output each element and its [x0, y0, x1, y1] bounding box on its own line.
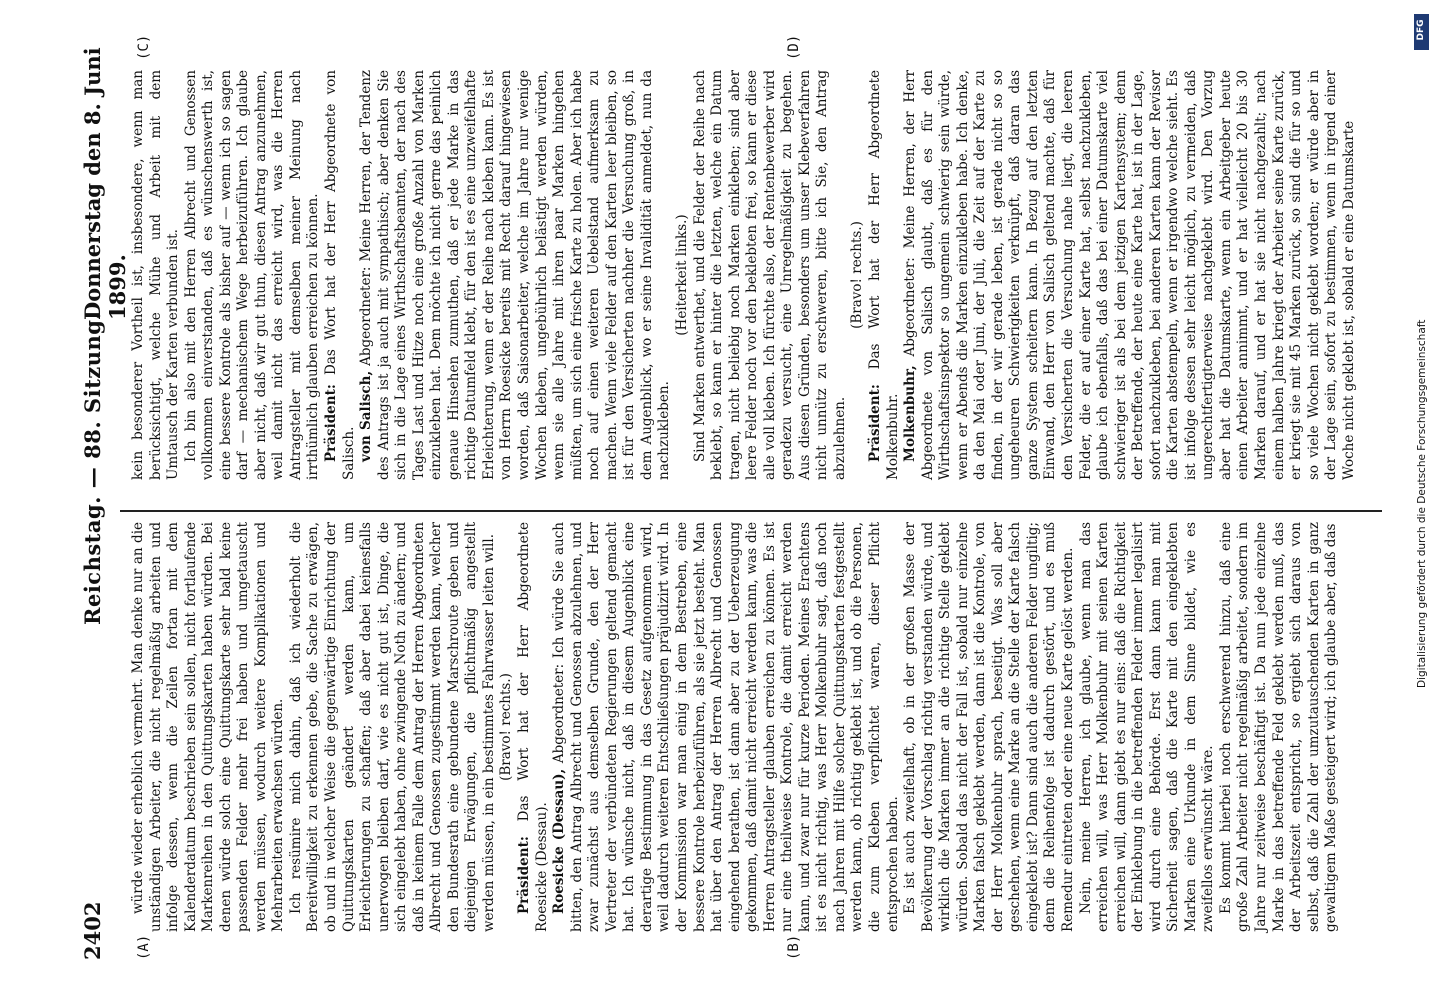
right-text-column	[130, 70, 1358, 480]
paragraph	[498, 522, 516, 932]
paragraph	[692, 70, 850, 480]
paragraph	[130, 70, 183, 480]
speaker-name: von Salisch,	[358, 370, 375, 462]
paragraph-text: kein besonderer Vortheil ist, insbesondere, wenn man berücksichtigt, welche Mühe und Arbeit mit dem Umtausch der Karten verbunden ist.	[130, 70, 182, 480]
page-number: 2402	[80, 901, 105, 960]
speaker-name: Präsident:	[323, 384, 340, 462]
paragraph	[674, 70, 692, 480]
page-title: Reichstag. — 88. Sitzung.	[80, 311, 105, 625]
digitization-sidebar	[1412, 8, 1432, 988]
margin-marker-a: (A)	[136, 934, 152, 960]
paragraph	[867, 70, 902, 480]
margin-marker-d: (D)	[786, 34, 802, 60]
speaker-name: Präsident:	[866, 384, 883, 462]
paragraph	[183, 70, 323, 480]
paragraph-text: (Bravo! rechts.)	[498, 673, 515, 781]
rotated-page	[46, 0, 1426, 1000]
paragraph-text: Abgeordneter: Ich würde Sie auch bitten, den Antrag Albrecht und Genossen abzulehnen, und zwar zunächst aus demselben Grunde, den der Herr Vertreter der verbündeten Regierungen geltend gemacht hat. Ich wünsche nicht, daß in diesem Augenblick eine derartige Bestimmung in das Gesetz aufgenommen wird, weil dadurch weiteren Entschließungen präjudizirt wird. In der Kommission war man einig in dem Bestreben, eine bessere Kontrole herbeizuführen, als sie jetzt besteht. Man hat über den Antrag der Herren Albrecht und Genossen eingehend berathen, ist dann aber zu der Ueberzeugung gekommen, daß damit nicht erreicht werden kann, was die Herren Antragsteller glauben erreichen zu können. Es ist nur eine theilweise Kontrole, die damit erreicht werden kann, und zwar nur für kurze Perioden. Meines Erachtens ist es nicht richtig, was Herr Molkenbuhr sagt, daß noch nach Jahren mit Hilfe solcher Quittungskarten festgestellt werden kann, ob richtig geklebt ist, und ob die Personen, die zum Kleben verpflichtet waren, dieser Pflicht entsprochen haben.	[551, 522, 901, 932]
dfg-logo: DFG	[1414, 14, 1429, 50]
paragraph	[130, 522, 288, 932]
paragraph	[358, 70, 674, 480]
paragraph-text: würde wieder erheblich vermehrt. Man denke nur an die unständigen Arbeiter, die nicht regelmäßig arbeiten und infolge dessen, wenn die Zeilen fortan mit dem Kalenderdatum beschrieben sein sollen, nicht fortlaufende Markenreihen in den Quittungskarten haben würden. Bei denen würde solch eine Quittungskarte sehr bald keine passenden Felder mehr frei haben und umgetauscht werden müssen, wodurch weitere Komplikationen und Mehrarbeiten erwachsen würden.	[130, 522, 287, 932]
paragraph	[323, 70, 358, 480]
paragraph	[288, 522, 499, 932]
speaker-name: Präsident:	[516, 836, 533, 914]
left-text-column	[130, 522, 1341, 932]
paragraph-text: Ich bin also mit den Herren Albrecht und Genossen vollkommen einverstanden, daß es wünschenswerth ist, eine bessere Kontrole als bisher auf — wenn ich so sagen darf — mechanischem Wege herbeizuführen. Ich glaube aber nicht, daß wir gut thun, diesen Antrag anzunehmen, weil damit nicht das erreicht wird, was die Herren Antragsteller mit demselben meiner Meinung nach irrthümlich glauben erreichen zu können.	[182, 70, 322, 480]
paragraph-text: Es ist auch zweifelhaft, ob in der großen Masse der Bevölkerung der Vorschlag richtig verstanden würde, und wirklich die Marken immer an die richtige Stelle geklebt würden. Sobald das nicht der Fall ist, sobald nur einzelne Marken falsch geklebt werden, dann ist die Kontrole, von der Herr Molkenbuhr sprach, beseitigt. Was soll aber geschehen, wenn eine Marke an die Stelle der Karte falsch eingeklebt ist? Dann sind auch die anderen Felder ungiltig; denn die Reihenfolge ist dadurch gestört, und es muß Remedur eintreten oder eine neue Karte gelöst werden.	[902, 522, 1076, 932]
paragraph-text: Abgeordneter: Meine Herren, der Tendenz des Antrags ist ja auch mit sympathisch; aber denken Sie sich in die Lage eines Wirthschaftsbeamten, der nach des Tages Last und Hitze noch eine große Anzahl von Marken einzukleben hat. Dem möchte ich nicht gerne das peinlich genaue Hinsehen zumuthen, daß er jede Marke in das richtige Datumfeld klebt, für den ist es eine unzweifelhafte Erleichterung, wenn er der Reihe nach kleben kann. Es ist von Herrn Roesicke bereits mit Recht darauf hingewiesen worden, daß Saisonarbeiter, welche im Jahre nur wenige Wochen kleben, ungebührlich belästigt werden würden, wenn sie alle Jahre mit ihren paar Marken hingehen müßten, um sich eine frische Karte zu holen. Aber ich habe noch auf einen weiteren Uebelstand aufmerksam zu machen. Wenn viele Felder auf den Karten leer bleiben, so ist für den Versicherten nachher die Versuchung groß, in dem Augenblick, wo er seine Invalidität anmeldet, nun da nachzukleben.	[358, 70, 673, 480]
paragraph	[902, 522, 1077, 932]
paragraph	[1078, 522, 1218, 932]
paragraph-text: (Bravo! rechts.)	[849, 221, 866, 329]
paragraph-text: Das Wort hat der Herr Abgeordnete von Salisch.	[323, 70, 357, 480]
paragraph-text: Abgeordneter: Meine Herren, der Herr Abgeordnete von Salisch glaubt, daß es für den Wirthschaftsinspektor so ungemein schwierig sein würde, wenn er Abends die Marken einzukleben habe. Ich denke, da den Mai oder Juni, der Juli, die Zeit auf der Karte zu finden, in der wir gerade leben, ist gerade nicht so so ungeheuren Schwierigkeiten verknüpft, daß daran das ganze System scheitern kann. In Bezug auf den letzten Einwand, den Herr von Salisch geltend machte, daß für den Versicherten die Versuchung nahe liegt, die leeren Felder, die er auf einer Karte hat, selbst nachzukleben, glaube ich ebenfalls, daß das bei einer Datumskarte viel schwieriger ist als bei dem jetzigen Kartensystem; denn der Betreffende, der heute eine Karte hat, ist in der Lage, sofort nachzukleben, bei anderen Karten kann der Revisor die Karten abstempeln, wenn er irgendwo welche sieht. Es ist infolge dessen sehr leicht möglich, zu vermeiden, daß ungerechtfertigterweise nachgeklebt wird. Den Vorzug aber hat die Datumskarte, wenn ein Arbeitgeber heute einen Arbeiter annimmt, und er hat vielleicht 20 bis 30 Marken darauf, und er hat sie nicht nachgezahlt; nach einem halben Jahre kriegt der Arbeiter seine Karte zurück, er kriegt sie mit 45 Marken zurück, so sind die für so und so viele Wochen nicht geklebt worden; er würde aber in der Lage sein, sofort zu bestimmen, wenn in irgend einer Woche nicht geklebt ist, sobald er eine Datumskarte	[902, 70, 1357, 480]
paragraph-text: Sind Marken entwerthet, und die Felder der Reihe nach beklebt, so kann er hinter die letzten, welche ein Datum tragen, nicht beliebig noch Marken einkleben; sind aber leere Felder noch vor den beklebten frei, so kann er diese alle voll kleben. Ich fürchte also, der Rentenbewerber wird geradezu versucht, eine Unregelmäßigkeit zu begehen. Aus diesen Gründen, besonders um unser Klebeverfahren nicht unnütz zu erschweren, bitte ich Sie, den Antrag abzulehnen.	[691, 70, 848, 480]
paragraph	[551, 522, 902, 932]
paragraph	[1218, 522, 1341, 932]
speaker-name: Molkenbuhr,	[902, 365, 919, 462]
paragraph-text: Nein, meine Herren, ich glaube, wenn man das erreichen will, was Herr Molkenbuhr mit seinen Karten erreichen will, dann giebt es nur eins: daß die Richtigkeit der Einklebung in die betreffenden Felder immer legalisirt wird durch eine Behörde. Erst dann kann man mit Sicherheit sagen, daß die Karte mit den eingeklebten Marken eine Urkunde in dem Sinne bildet, wie es zweifellos erwünscht wäre.	[1077, 522, 1217, 932]
page-header	[80, 40, 130, 960]
paragraph-text: Es kommt hierbei noch erschwerend hinzu, daß eine große Zahl Arbeiter nicht regelmäßig arbeitet, sondern im Jahre nur zeitweise beschäftigt ist. Da nun jede einzelne Marke in das betreffende Feld geklebt werden muß, das der Arbeitszeit entspricht, so ergiebt sich daraus von selbst, daß die Zahl der umzutauschenden Karten in ganz gewaltigem Maße gesteigert wird; ich glaube aber, daß das	[1217, 522, 1340, 932]
paragraph	[849, 70, 867, 480]
paragraph-text: (Heiterkeit links.)	[673, 214, 690, 336]
column-divider	[120, 510, 1382, 512]
speaker-name: Roesicke (Dessau),	[551, 768, 568, 914]
paragraph-text: Das Wort hat der Herr Abgeordnete Roesicke (Dessau).	[516, 522, 550, 932]
paragraph	[516, 522, 551, 932]
paragraph-text: Ich resümire mich dahin, daß ich wiederholt die Bereitwilligkeit zu erkennen gebe, die Sache zu erwägen, ob und in welcher Weise die gegenwärtige Einrichtung der Quittungskarten geändert werden kann, um Erleichterungen zu schaffen; daß aber dabei keinesfalls unerwogen bleiben darf, wie es nicht gut ist, Dinge, die sich eingelebt haben, ohne zwingende Noth zu ändern; und daß in keinem Falle dem Antrag der Herren Abgeordneten Albrecht und Genossen zugestimmt werden kann, welcher den Bundesrath eine gebundene Marschroute geben und diejenigen Erwägungen, die pflichtmäßig angestellt werden müssen, in ein bestimmtes Fahrwasser leiten will.	[287, 522, 497, 932]
paragraph-text: Das Wort hat der Herr Abgeordnete Molkenbuhr.	[866, 70, 901, 480]
margin-marker-c: (C)	[136, 34, 152, 60]
digitization-note: Digitalisierung gefördert durch die Deutsche Forschungsgemeinschaft	[1416, 319, 1428, 688]
page-date: Donnerstag den 8. Juni 1899.	[80, 47, 130, 320]
margin-marker-b: (B)	[786, 934, 802, 960]
paragraph	[902, 70, 1358, 480]
